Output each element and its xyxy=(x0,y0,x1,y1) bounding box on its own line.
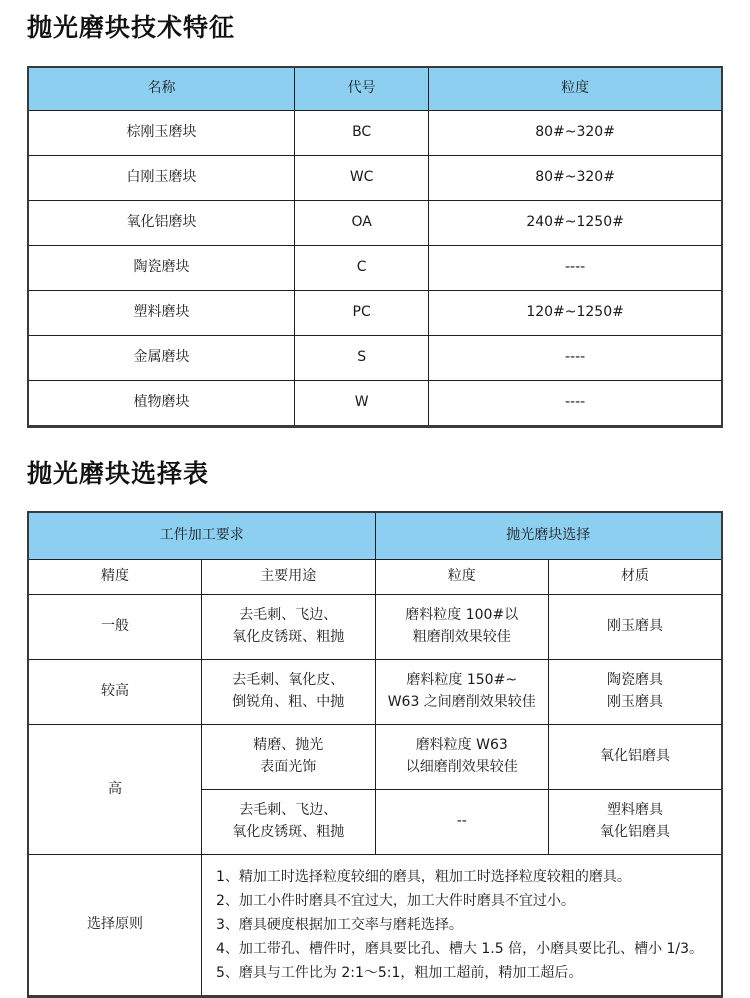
group-header-workpiece: 工件加工要求 xyxy=(28,512,375,560)
cell-line: 陶瓷磨具 xyxy=(607,672,663,689)
cell-name: 氧化铝磨块 xyxy=(28,200,295,245)
cell-usage xyxy=(202,725,376,790)
cell-precision: 较高 xyxy=(28,660,202,725)
table-row xyxy=(28,200,722,245)
cell-line: 磨料粒度 100#以 xyxy=(405,607,519,624)
cell-grain: ---- xyxy=(429,245,722,290)
table-row xyxy=(28,110,722,155)
cell-line: 以细磨削效果较佳 xyxy=(405,759,518,775)
cell-line: 氧化皮锈斑、粗抛 xyxy=(232,629,345,645)
section-title-selection-table: 抛光磨块选择表 xyxy=(27,458,210,488)
cell-line: -- xyxy=(456,813,467,830)
section-title-tech-features: 抛光磨块技术特征 xyxy=(27,13,236,42)
principle-line: 5、磨具与工件比为 2:1～5:1，粗加工超前，精加工超后。 xyxy=(216,965,583,981)
table-row xyxy=(28,245,722,290)
cell-grain xyxy=(375,595,549,660)
cell-line: 刚玉磨具 xyxy=(607,618,663,635)
cell-line: 去毛刺、飞边、 xyxy=(239,802,338,819)
cell-grain xyxy=(375,725,549,790)
cell-usage xyxy=(202,790,376,855)
cell-usage xyxy=(202,660,376,725)
table-row xyxy=(28,595,722,660)
cell-line: 磨料粒度 W63 xyxy=(415,737,508,754)
principle-line: 1、精加工时选择粒度较细的磨具，粗加工时选择粒度较粗的磨具。 xyxy=(216,869,631,885)
cell-line: 氧化铝磨具 xyxy=(600,748,670,765)
cell-name: 植物磨块 xyxy=(28,380,295,426)
table-row xyxy=(28,380,722,426)
cell-material xyxy=(549,595,723,660)
principle-line: 3、磨具硬度根据加工交率与磨耗选择。 xyxy=(216,917,463,933)
principle-line: 2、加工小件时磨具不宜过大，加工大件时磨具不宜过小。 xyxy=(216,893,575,909)
cell-material xyxy=(549,790,723,855)
cell-line: W63 之间磨削效果较佳 xyxy=(387,694,536,710)
column-header-code: 代号 xyxy=(295,67,429,111)
cell-line: 氧化铝磨具 xyxy=(600,824,670,840)
cell-material xyxy=(549,660,723,725)
cell-name: 白刚玉磨块 xyxy=(28,155,295,200)
column-header-grain: 粒度 xyxy=(375,560,549,595)
cell-line: 去毛刺、氧化皮、 xyxy=(232,672,345,689)
cell-code: BC xyxy=(295,110,429,155)
cell-grain: 80#~320# xyxy=(429,155,722,200)
cell-code: W xyxy=(295,380,429,426)
table-row xyxy=(28,725,722,790)
cell-line: 粗磨削效果较佳 xyxy=(412,629,511,645)
tech-features-table xyxy=(27,66,723,428)
column-header-material: 材质 xyxy=(549,560,723,595)
cell-code: S xyxy=(295,335,429,380)
cell-usage xyxy=(202,595,376,660)
cell-line: 氧化皮锈斑、粗抛 xyxy=(232,824,345,840)
cell-material xyxy=(549,725,723,790)
table-row xyxy=(28,290,722,335)
cell-name: 金属磨块 xyxy=(28,335,295,380)
cell-grain: 240#~1250# xyxy=(429,200,722,245)
cell-code: PC xyxy=(295,290,429,335)
principles-row xyxy=(28,855,722,997)
table-header-row xyxy=(28,67,722,111)
cell-precision-high: 高 xyxy=(28,725,202,855)
table-row xyxy=(28,335,722,380)
selection-table xyxy=(27,511,723,998)
cell-line: 倒锐角、粗、中抛 xyxy=(232,694,345,710)
cell-name: 塑料磨块 xyxy=(28,290,295,335)
cell-line: 刚玉磨具 xyxy=(607,694,663,710)
cell-grain xyxy=(375,790,549,855)
principle-line: 4、加工带孔、槽件时，磨具要比孔、槽大 1.5 倍，小磨具要比孔、槽小 1/3。 xyxy=(216,941,704,957)
cell-line: 表面光饰 xyxy=(260,759,317,775)
column-header-name: 名称 xyxy=(28,67,295,111)
cell-grain: 120#~1250# xyxy=(429,290,722,335)
cell-code: C xyxy=(295,245,429,290)
cell-line: 精磨、抛光 xyxy=(253,737,324,754)
cell-line: 磨料粒度 150#~ xyxy=(406,672,518,689)
cell-grain: ---- xyxy=(429,335,722,380)
column-header-grain: 粒度 xyxy=(429,67,722,111)
table-row xyxy=(28,155,722,200)
cell-grain: 80#~320# xyxy=(429,110,722,155)
cell-name: 陶瓷磨块 xyxy=(28,245,295,290)
cell-principles xyxy=(202,855,723,997)
cell-code: WC xyxy=(295,155,429,200)
column-header-usage: 主要用途 xyxy=(202,560,376,595)
cell-code: OA xyxy=(295,200,429,245)
cell-line: 塑料磨具 xyxy=(607,802,663,819)
cell-grain: ---- xyxy=(429,380,722,426)
cell-grain xyxy=(375,660,549,725)
cell-line: 去毛刺、飞边、 xyxy=(239,607,338,624)
group-header-selection: 抛光磨块选择 xyxy=(375,512,722,560)
cell-name: 棕刚玉磨块 xyxy=(28,110,295,155)
cell-principle-label: 选择原则 xyxy=(28,855,202,997)
sub-header-row xyxy=(28,560,722,595)
table-row xyxy=(28,660,722,725)
column-header-precision: 精度 xyxy=(28,560,202,595)
cell-precision: 一般 xyxy=(28,595,202,660)
group-header-row xyxy=(28,512,722,560)
